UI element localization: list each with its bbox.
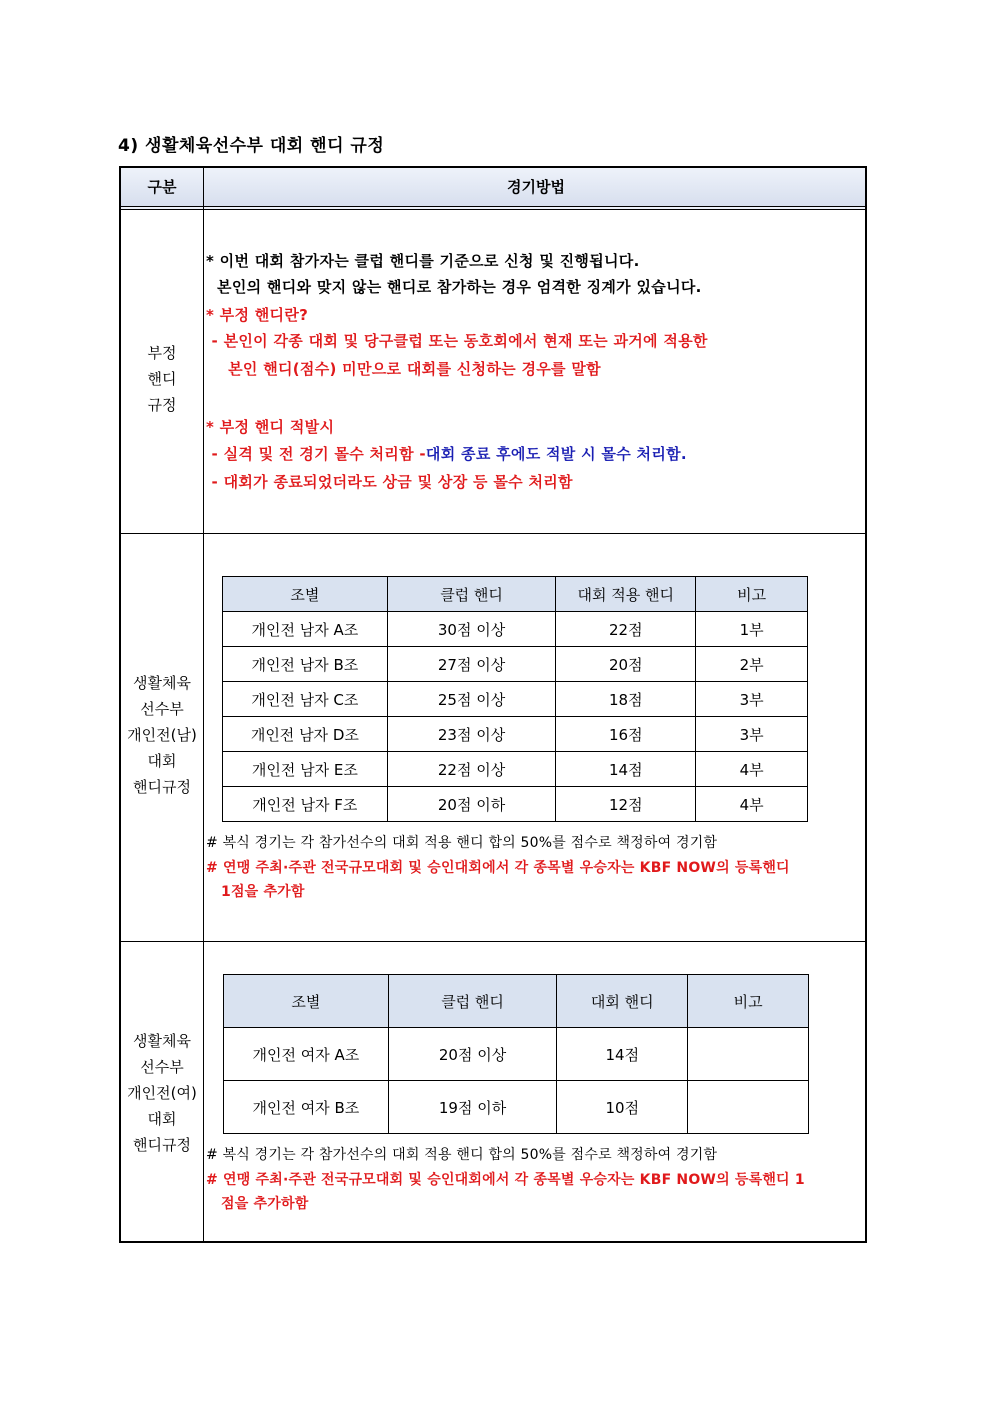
cell: 개인전 남자 E조 [223,752,388,787]
cell: 개인전 여자 A조 [224,1028,389,1081]
penalty-after-text: 대회 종료 후에도 적발 시 몰수 처리함. [425,445,687,463]
col-header: 비고 [688,975,809,1028]
rule-line: 본인의 핸디와 맞지 않는 핸디로 참가하는 경우 엄격한 징계가 있습니다. [206,278,702,296]
rule-line: * 부정 핸디란? [206,306,309,324]
winner-note-cont: 1점을 추가함 [221,884,305,900]
cell: 2부 [696,647,808,682]
regulation-table [119,166,867,1243]
cell: 3부 [696,682,808,717]
row-label-men [121,670,203,800]
doubles-note: # 복식 경기는 각 참가선수의 대회 적용 핸디 합의 50%를 점수로 책정하여 경기함 [206,1147,718,1163]
header-category: 구분 [147,178,177,196]
cell: 10점 [557,1081,688,1134]
row-label-fraud-handicap [121,340,203,418]
label-line: 규정 [147,396,177,414]
cell: 개인전 남자 C조 [223,682,388,717]
column-divider [203,168,204,1241]
table-row [224,1028,809,1081]
table-row [223,787,808,822]
rule-line [206,443,687,464]
rule-line: - 본인이 각종 대회 및 당구클럽 또는 동호회에서 현재 또는 과거에 적용한 [206,332,708,350]
col-header: 조별 [224,975,389,1028]
penalty-text: - 실격 및 전 경기 몰수 처리함 - [206,445,426,463]
label-line: 대회 [147,752,177,770]
rule-line: * 이번 대회 참가자는 클럽 핸디를 기준으로 신청 및 진행됩니다. [206,252,640,270]
cell [688,1081,809,1134]
label-line: 개인전(남) [127,726,197,744]
header-method: 경기방법 [507,178,565,196]
cell: 16점 [556,717,696,752]
col-header: 클럽 핸디 [387,577,556,612]
label-line: 선수부 [140,700,184,718]
cell: 23점 이상 [387,717,556,752]
cell: 20점 [556,647,696,682]
row-label-women [121,1028,203,1158]
col-header: 조별 [223,577,388,612]
cell: 개인전 여자 B조 [224,1081,389,1134]
col-header: 비고 [696,577,808,612]
table-row [223,682,808,717]
row-divider [121,533,865,534]
col-header: 클럽 핸디 [388,975,557,1028]
col-header: 대회 적용 핸디 [556,577,696,612]
label-line: 핸디규정 [133,1136,191,1154]
label-line: 개인전(여) [127,1084,197,1102]
rule-line: * 부정 핸디 적발시 [206,418,335,436]
label-line: 생활체육 [133,1032,191,1050]
cell: 개인전 남자 D조 [223,717,388,752]
cell: 19점 이하 [388,1081,557,1134]
winner-note-cont: 점을 추가하함 [221,1196,309,1212]
cell: 12점 [556,787,696,822]
label-line: 대회 [147,1110,177,1128]
cell: 1부 [696,612,808,647]
table-row [223,612,808,647]
cell: 22점 [556,612,696,647]
cell: 4부 [696,752,808,787]
label-line: 핸디규정 [133,778,191,796]
cell: 4부 [696,787,808,822]
winner-note: # 연맹 주최·주관 전국규모대회 및 승인대회에서 각 종목별 우승자는 KBF NOW의 등록핸디 [206,860,790,876]
row-divider [121,941,865,942]
cell: 14점 [557,1028,688,1081]
table-row [223,752,808,787]
cell: 14점 [556,752,696,787]
label-line: 생활체육 [133,674,191,692]
rule-line: 본인 핸디(점수) 미만으로 대회를 신청하는 경우를 말함 [206,360,601,378]
men-handicap-table [222,576,808,822]
cell: 22점 이상 [387,752,556,787]
label-line: 핸디 [147,370,177,388]
cell: 개인전 남자 F조 [223,787,388,822]
table-row [223,647,808,682]
label-line: 선수부 [140,1058,184,1076]
rule-line: - 대회가 종료되었더라도 상금 및 상장 등 몰수 처리함 [206,473,573,491]
cell [688,1028,809,1081]
cell: 개인전 남자 B조 [223,647,388,682]
cell: 20점 이상 [388,1028,557,1081]
women-handicap-table [223,974,809,1134]
table-row [224,1081,809,1134]
cell: 25점 이상 [387,682,556,717]
cell: 18점 [556,682,696,717]
label-line: 부정 [147,344,177,362]
col-header: 대회 핸디 [557,975,688,1028]
table-row [223,717,808,752]
cell: 20점 이하 [387,787,556,822]
cell: 3부 [696,717,808,752]
doubles-note: # 복식 경기는 각 참가선수의 대회 적용 핸디 합의 50%를 점수로 책정하여 경기함 [206,835,718,851]
section-title: 4) 생활체육선수부 대회 핸디 규정 [118,136,385,156]
cell: 27점 이상 [387,647,556,682]
cell: 개인전 남자 A조 [223,612,388,647]
cell: 30점 이상 [387,612,556,647]
winner-note: # 연맹 주최·주관 전국규모대회 및 승인대회에서 각 종목별 우승자는 KBF NOW의 등록핸디 1 [206,1172,805,1188]
